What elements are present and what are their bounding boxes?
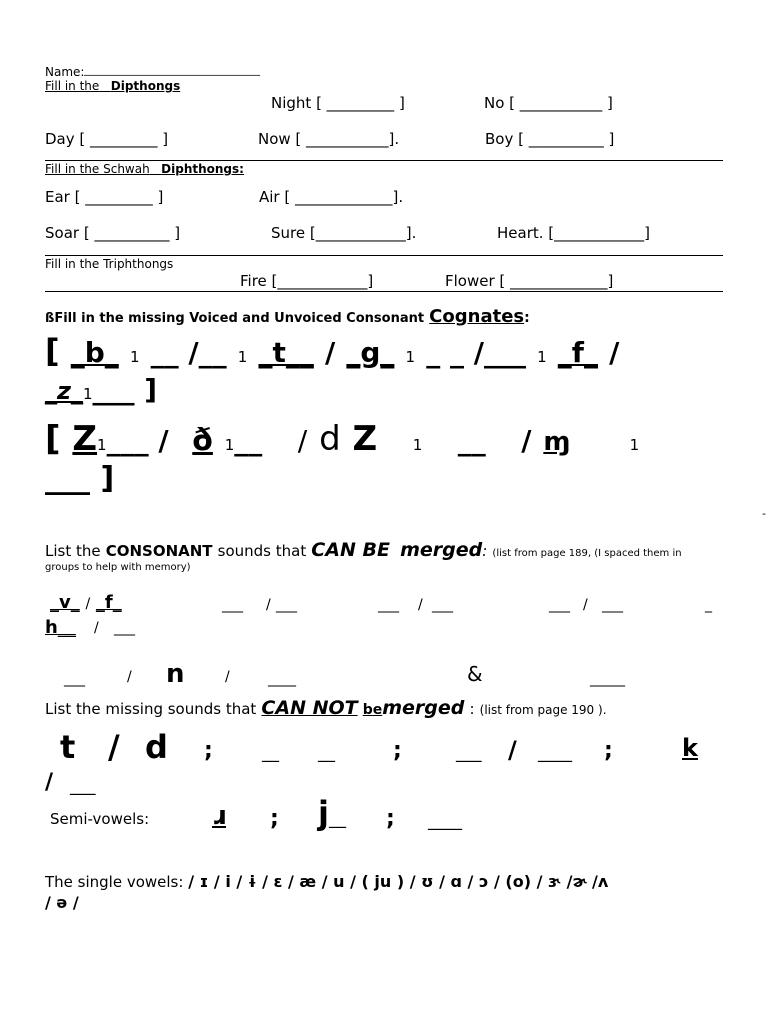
cognate-z: _z_ xyxy=(45,377,83,405)
merged-h-blank[interactable]: __ xyxy=(57,617,76,638)
count-5: 1 xyxy=(82,385,93,403)
sure-item[interactable]: Sure [____________]. xyxy=(271,224,417,242)
merged-middle: sounds that xyxy=(217,542,307,560)
cognate-f: _f_ xyxy=(557,336,598,369)
triphthongs-heading: Fill in the Triphthongs xyxy=(45,257,174,271)
notmerged-slash-1: / xyxy=(108,728,120,766)
merged-row-3-sep-1: / xyxy=(127,669,132,685)
slash-4: / xyxy=(521,424,532,457)
dipthongs-prefix: Fill in the xyxy=(45,79,100,93)
cognates-colon: : xyxy=(524,310,530,326)
cognates-row-1 xyxy=(45,332,620,370)
vowels-list: / ɪ / i / ɨ / ɛ / æ / u / ( ju ) / ʊ / ɑ / ɔ / (o) / ɝ /ɚ /ʌ xyxy=(188,872,609,891)
dipthongs-heading xyxy=(45,80,180,92)
merged-row-2 xyxy=(45,619,76,637)
notmerged-note: (list from page 190 ). xyxy=(479,703,607,717)
divider-3 xyxy=(45,291,723,292)
merged-row-1 xyxy=(50,594,122,612)
heart-item[interactable]: Heart. [____________] xyxy=(497,224,650,242)
merged-sep-1: / xyxy=(85,596,91,612)
semivowels-label: Semi-vowels: xyxy=(50,810,150,828)
notmerged-slash-2: / xyxy=(508,736,517,764)
merged-blank-2[interactable]: ___ xyxy=(276,597,297,613)
open-bracket: [ xyxy=(45,332,60,370)
boy-item[interactable]: Boy [ __________ ] xyxy=(485,130,615,148)
vowels-label: The single vowels: xyxy=(45,873,184,891)
cognates-row-3 xyxy=(45,419,640,459)
notmerged-row-2-slash: / xyxy=(45,770,54,795)
cognate-eth: ð xyxy=(192,423,213,458)
schwah-heading xyxy=(45,163,244,175)
slash-1: / xyxy=(324,336,336,369)
merged-can-be: CAN BE xyxy=(311,539,390,561)
merged-f: _f_ xyxy=(95,592,122,613)
slash-3: / xyxy=(297,424,308,457)
count-8: 1 xyxy=(412,436,423,454)
semivowel-semi-1: ; xyxy=(270,806,279,831)
notmerged-k: k xyxy=(682,734,698,762)
night-item[interactable]: Night [ _________ ] xyxy=(271,94,405,112)
merged-blank-6[interactable]: ___ xyxy=(602,597,623,613)
notmerged-heading xyxy=(45,699,607,718)
fire-item[interactable]: Fire [____________] xyxy=(240,272,374,290)
merged-colon: : xyxy=(482,542,488,560)
notmerged-semi-1: ; xyxy=(204,738,213,763)
count-4: 1 xyxy=(537,348,547,366)
merged-prefix: List the xyxy=(45,542,101,560)
cognate-b: _b_ xyxy=(70,336,119,369)
count-1: 1 xyxy=(129,348,140,366)
merged-blank-3[interactable]: ___ xyxy=(378,597,399,613)
day-item[interactable]: Day [ _________ ] xyxy=(45,130,169,148)
merged-h: h xyxy=(45,617,58,638)
semivowel-semi-2: ; xyxy=(386,806,395,831)
count-3: 1 xyxy=(405,348,416,366)
semivowel-j xyxy=(318,794,346,832)
cognates-title: Cognates xyxy=(429,306,525,327)
merged-note-2: groups to help with memory) xyxy=(45,562,191,573)
merged-word: merged xyxy=(400,539,483,561)
merged-blank-5[interactable]: ___ xyxy=(549,597,570,613)
merged-n: n xyxy=(166,659,185,689)
ear-item[interactable]: Ear [ _________ ] xyxy=(45,188,164,206)
cognate-t: _t__ xyxy=(258,336,314,369)
notmerged-t: t xyxy=(60,728,76,766)
merged-row-2-blank[interactable]: ___ xyxy=(114,620,135,636)
notmerged-prefix: List the missing sounds that xyxy=(45,700,257,718)
merged-v: _v_ xyxy=(50,592,80,613)
schwah-prefix: Fill in the Schwah xyxy=(45,162,150,176)
cognates-row-2 xyxy=(45,372,157,404)
schwah-title: Diphthongs: xyxy=(161,162,244,176)
cognate-m: ɱ xyxy=(543,427,571,457)
notmerged-blank-4[interactable]: ____ xyxy=(538,743,572,763)
cognate-g: _g_ xyxy=(346,336,395,369)
semivowel-r: ɹ xyxy=(212,801,226,831)
cognate-Z-2: Z xyxy=(352,419,378,459)
merged-row-3-sep-2: / xyxy=(225,669,230,685)
vowels-line-1 xyxy=(45,874,608,890)
notmerged-blank-3[interactable]: ___ xyxy=(456,743,482,763)
merged-blank-4[interactable]: ___ xyxy=(432,597,453,613)
cognates-heading xyxy=(45,308,530,326)
notmerged-semi-2: ; xyxy=(393,738,402,763)
merged-sep-3: / xyxy=(418,597,423,613)
merged-row-3-blank-2[interactable]: ____ xyxy=(268,671,296,687)
slash-2: / xyxy=(609,336,620,369)
notmerged-row-2-blank[interactable]: ___ xyxy=(70,776,96,796)
count-2: 1 xyxy=(237,348,248,366)
cognate-blank-1[interactable]: __ /__ xyxy=(150,336,227,369)
merged-ampersand: & xyxy=(467,662,483,686)
semivowel-j-blank[interactable]: __ xyxy=(328,809,346,829)
name-blank[interactable]: ________________________________ xyxy=(84,63,260,76)
merged-blank-7[interactable]: _ xyxy=(705,597,712,613)
no-item[interactable]: No [ ___________ ] xyxy=(484,94,613,112)
merged-row-2-sep: / xyxy=(94,620,99,636)
notmerged-d: d xyxy=(145,728,168,766)
count-7: 1 xyxy=(224,436,235,454)
cognate-blank-3[interactable]: ___ ] xyxy=(92,373,158,406)
merged-row-3-blank-1[interactable]: ___ xyxy=(64,671,85,687)
count-9: 1 xyxy=(629,436,640,454)
cognate-d: d xyxy=(319,419,341,459)
vowels-line-2: / ə / xyxy=(45,893,79,912)
name-label: Name: xyxy=(45,65,85,79)
merged-heading xyxy=(45,541,682,560)
margin-mark: - xyxy=(762,507,766,520)
notmerged-blank-1[interactable]: __ xyxy=(262,743,279,763)
flower-item[interactable]: Flower [ _____________] xyxy=(445,272,614,290)
cognate-blank-4[interactable]: ___ / xyxy=(106,424,169,457)
merged-note-1: (list from page 189, (I spaced them in xyxy=(492,548,682,559)
merged-sep-2: / xyxy=(266,597,271,613)
notmerged-colon: : xyxy=(469,700,475,718)
cognate-Z: Z xyxy=(72,419,98,459)
soar-item[interactable]: Soar [ __________ ] xyxy=(45,224,181,242)
now-item[interactable]: Now [ ___________]. xyxy=(258,130,400,148)
divider-1 xyxy=(45,160,723,161)
notmerged-can-not: CAN NOT xyxy=(261,697,358,719)
dipthongs-title: Dipthongs xyxy=(110,79,181,93)
notmerged-blank-2[interactable]: __ xyxy=(318,743,335,763)
merged-row-3-blank-3[interactable]: _____ xyxy=(590,671,625,687)
merged-consonant: CONSONANT xyxy=(105,542,213,560)
cognates-prefix: ßFill in the missing Voiced and Unvoiced Consonant xyxy=(45,311,425,326)
cognate-blank-2[interactable]: _ _ /___ xyxy=(426,336,526,369)
semivowel-j-letter: j xyxy=(318,794,329,832)
notmerged-merged: merged xyxy=(382,697,465,719)
air-item[interactable]: Air [ _____________]. xyxy=(259,188,404,206)
cognate-blank-6[interactable]: __ xyxy=(457,424,486,457)
notmerged-semi-3: ; xyxy=(604,738,613,763)
divider-2 xyxy=(45,255,723,256)
count-6: 1 xyxy=(97,436,107,454)
merged-sep-4: / xyxy=(583,597,588,613)
semivowel-blank[interactable]: ____ xyxy=(428,811,462,831)
notmerged-be: be xyxy=(362,702,383,718)
cognate-blank-5[interactable]: __ xyxy=(234,424,263,457)
merged-blank-1[interactable]: ___ xyxy=(222,597,243,613)
cognates-row-4[interactable]: ___ ] xyxy=(45,461,115,496)
open-bracket-2: [ xyxy=(45,419,61,459)
